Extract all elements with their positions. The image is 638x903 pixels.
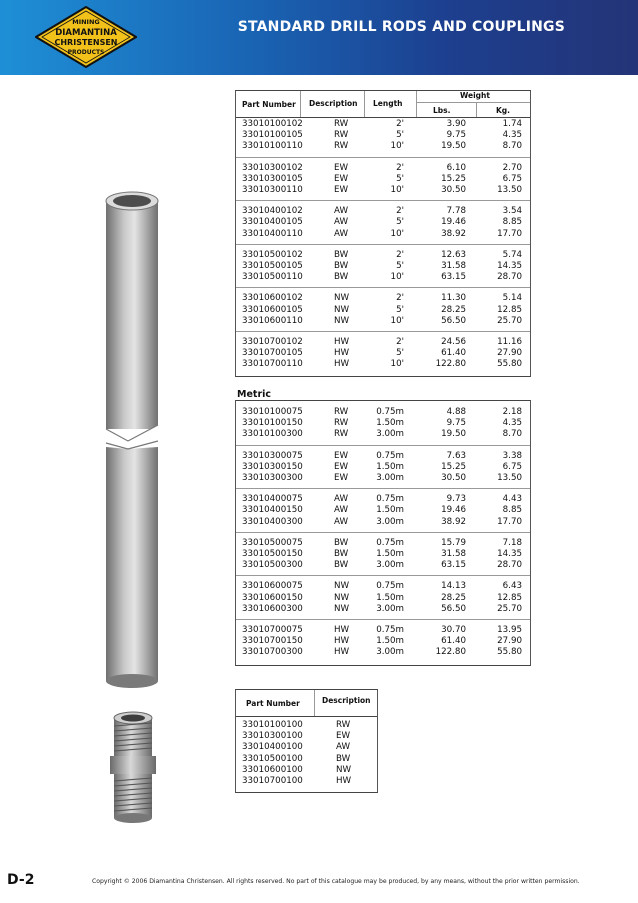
table-row: [236, 473, 530, 484]
description-cell: RW: [334, 407, 349, 417]
header-description: Description: [322, 696, 371, 705]
weight-kg-cell: 5.74: [502, 249, 522, 260]
part-number-cell: 33010600105: [242, 304, 303, 315]
length-cell: 0.75m: [376, 450, 404, 461]
table-row: [236, 742, 377, 753]
logo-text-christensen: CHRISTENSEN: [54, 38, 118, 47]
weight-kg-cell: 27.90: [497, 348, 522, 359]
table-row: [236, 765, 377, 776]
table-row: [236, 720, 377, 731]
length-cell: 5': [396, 261, 404, 271]
weight-kg-cell: 5.14: [502, 293, 522, 304]
description-cell: AW: [334, 494, 349, 505]
description-cell: BW: [334, 560, 349, 571]
table-row: [236, 305, 530, 316]
table-row: [236, 581, 530, 592]
part-number-cell: 33010700150: [242, 636, 303, 647]
part-number-cell: 33010600300: [242, 603, 303, 614]
length-cell: 0.75m: [376, 581, 404, 592]
group-separator: [236, 200, 530, 201]
length-cell: 1.50m: [376, 549, 404, 559]
weight-lbs-cell: 61.40: [441, 636, 466, 647]
length-cell: 2': [396, 119, 404, 129]
weight-lbs-cell: 28.25: [441, 304, 466, 315]
table-row: [236, 731, 377, 742]
description-cell: EW: [334, 173, 349, 184]
part-number-cell: 33010300100: [242, 731, 303, 742]
description-cell: NW: [334, 293, 350, 304]
length-cell: 10': [390, 141, 404, 152]
length-cell: 2': [396, 337, 404, 347]
header-kg: Kg.: [496, 106, 511, 115]
part-number-cell: 33010300300: [242, 473, 303, 483]
copyright-notice: Copyright © 2006 Diamantina Christensen. All rights reserved. No part of this catalogue may be produced, by any means, without the prior written permission.: [92, 878, 580, 885]
weight-lbs-cell: 38.92: [441, 516, 466, 527]
length-cell: 3.00m: [376, 516, 404, 527]
table-row: [236, 560, 530, 571]
weight-kg-cell: 1.74: [502, 119, 522, 129]
description-cell: BW: [334, 272, 349, 283]
part-number-cell: 33010300105: [242, 173, 303, 184]
weight-lbs-cell: 31.58: [441, 261, 466, 271]
table-row: [236, 647, 530, 658]
table-row: [236, 451, 530, 462]
length-cell: 10': [390, 272, 404, 283]
length-cell: 5': [396, 217, 404, 228]
weight-lbs-cell: 56.50: [441, 315, 466, 326]
table-row: [236, 119, 530, 130]
length-cell: 0.75m: [376, 537, 404, 548]
part-number-cell: 33010300075: [242, 450, 303, 461]
weight-lbs-cell: 7.78: [446, 206, 466, 217]
coupling-illustration: [100, 706, 166, 826]
weight-lbs-cell: 31.58: [441, 549, 466, 559]
weight-lbs-cell: 19.50: [441, 429, 466, 440]
weight-kg-cell: 11.16: [497, 337, 522, 347]
part-number-cell: 33010700102: [242, 337, 303, 347]
page-title: STANDARD DRILL RODS AND COUPLINGS: [237, 19, 565, 35]
table-row: [236, 754, 377, 765]
length-cell: 0.75m: [376, 625, 404, 635]
description-cell: NW: [334, 603, 350, 614]
description-cell: RW: [334, 119, 349, 129]
weight-lbs-cell: 9.73: [446, 494, 466, 505]
group-separator: [236, 331, 530, 332]
header-length: Length: [373, 99, 403, 108]
table-row: [236, 217, 530, 228]
length-cell: 10': [390, 359, 404, 370]
couplings-table: [235, 689, 378, 793]
weight-kg-cell: 28.70: [497, 272, 522, 283]
table-row: [236, 130, 530, 141]
description-cell: RW: [334, 418, 349, 429]
weight-lbs-cell: 3.90: [446, 119, 466, 129]
description-cell: RW: [334, 141, 349, 152]
weight-lbs-cell: 30.50: [441, 473, 466, 483]
length-cell: 5': [396, 304, 404, 315]
weight-kg-cell: 6.75: [502, 173, 522, 184]
weight-lbs-cell: 7.63: [446, 450, 466, 461]
description-cell: BW: [334, 261, 349, 271]
weight-kg-cell: 6.43: [502, 581, 522, 592]
length-cell: 1.50m: [376, 418, 404, 429]
weight-kg-cell: 7.18: [502, 537, 522, 548]
page-number: D-2: [7, 872, 35, 888]
length-cell: 1.50m: [376, 461, 404, 472]
description-cell: AW: [334, 206, 349, 217]
header-part-number: Part Number: [246, 699, 300, 708]
weight-lbs-cell: 122.80: [435, 647, 466, 658]
part-number-cell: 33010500100: [242, 753, 303, 764]
description-cell: RW: [334, 130, 349, 141]
part-number-cell: 33010600075: [242, 581, 303, 592]
part-number-cell: 33010300150: [242, 461, 303, 472]
part-number-cell: 33010600102: [242, 293, 303, 304]
table-row: [236, 185, 530, 196]
weight-lbs-cell: 4.88: [446, 407, 466, 417]
part-number-cell: 33010700105: [242, 348, 303, 359]
description-cell: AW: [334, 228, 349, 239]
part-number-cell: 33010500102: [242, 249, 303, 260]
part-number-cell: 33010500075: [242, 537, 303, 548]
table-row: [236, 549, 530, 560]
table-row: [236, 776, 377, 787]
drill-rod-illustration: [92, 185, 172, 690]
length-cell: 0.75m: [376, 407, 404, 417]
part-number-cell: 33010600110: [242, 315, 303, 326]
description-cell: HW: [334, 625, 350, 635]
page-header: [0, 0, 638, 75]
table-row: [236, 359, 530, 370]
weight-kg-cell: 28.70: [497, 560, 522, 571]
description-cell: BW: [334, 537, 349, 548]
part-number-cell: 33010400075: [242, 494, 303, 505]
table-row: [236, 505, 530, 516]
table-row: [236, 517, 530, 528]
description-cell: NW: [334, 315, 350, 326]
part-number-cell: 33010100075: [242, 407, 303, 417]
part-number-cell: 33010400110: [242, 228, 303, 239]
table-row: [236, 337, 530, 348]
part-number-cell: 33010400100: [242, 742, 303, 753]
table-row: [236, 272, 530, 283]
part-number-cell: 33010100102: [242, 119, 303, 129]
group-separator: [236, 157, 530, 158]
weight-lbs-cell: 56.50: [441, 603, 466, 614]
table-row: [236, 593, 530, 604]
description-cell: HW: [334, 337, 350, 347]
weight-kg-cell: 12.85: [497, 304, 522, 315]
length-cell: 0.75m: [376, 494, 404, 505]
weight-lbs-cell: 9.75: [446, 130, 466, 141]
weight-kg-cell: 27.90: [497, 636, 522, 647]
description-cell: AW: [336, 742, 351, 753]
part-number-cell: 33010500110: [242, 272, 303, 283]
weight-lbs-cell: 19.46: [441, 505, 466, 516]
table-row: [236, 538, 530, 549]
length-cell: 2': [396, 162, 404, 173]
table-row: [236, 462, 530, 473]
length-cell: 5': [396, 173, 404, 184]
weight-lbs-cell: 12.63: [441, 249, 466, 260]
weight-lbs-cell: 15.25: [441, 461, 466, 472]
weight-lbs-cell: 63.15: [441, 560, 466, 571]
table-row: [236, 418, 530, 429]
header-description: Description: [309, 99, 358, 108]
logo-text-diamantina: DIAMANTINA: [55, 28, 117, 38]
description-cell: AW: [334, 505, 349, 516]
part-number-cell: 33010400102: [242, 206, 303, 217]
weight-kg-cell: 2.18: [502, 407, 522, 417]
part-number-cell: 33010700300: [242, 647, 303, 658]
description-cell: BW: [334, 249, 349, 260]
table-row: [236, 625, 530, 636]
description-cell: AW: [334, 516, 349, 527]
table-row: [236, 163, 530, 174]
part-number-cell: 33010600150: [242, 592, 303, 603]
description-cell: HW: [334, 636, 350, 647]
table-row: [236, 250, 530, 261]
part-number-cell: 33010400150: [242, 505, 303, 516]
length-cell: 10': [390, 315, 404, 326]
weight-kg-cell: 13.50: [497, 473, 522, 483]
part-number-cell: 33010100110: [242, 141, 303, 152]
weight-lbs-cell: 61.40: [441, 348, 466, 359]
weight-kg-cell: 3.54: [502, 206, 522, 217]
group-separator: [236, 445, 530, 446]
weight-kg-cell: 14.35: [497, 549, 522, 559]
company-logo: [35, 6, 137, 68]
length-cell: 3.00m: [376, 560, 404, 571]
group-separator: [236, 619, 530, 620]
weight-kg-cell: 3.38: [502, 450, 522, 461]
part-number-cell: 33010100100: [242, 720, 303, 730]
weight-lbs-cell: 15.25: [441, 173, 466, 184]
weight-lbs-cell: 30.50: [441, 185, 466, 195]
drill-rods-table: [235, 90, 531, 377]
description-cell: HW: [334, 348, 350, 359]
weight-kg-cell: 17.70: [497, 228, 522, 239]
part-number-cell: 33010100150: [242, 418, 303, 429]
description-cell: EW: [336, 731, 351, 742]
length-cell: 2': [396, 206, 404, 217]
part-number-cell: 33010700100: [242, 776, 303, 786]
part-number-cell: 33010500150: [242, 549, 303, 559]
weight-lbs-cell: 63.15: [441, 272, 466, 283]
table-row: [236, 174, 530, 185]
description-cell: EW: [334, 162, 349, 173]
length-cell: 1.50m: [376, 636, 404, 647]
weight-lbs-cell: 30.70: [441, 625, 466, 635]
part-number-cell: 33010100300: [242, 429, 303, 440]
description-cell: EW: [334, 461, 349, 472]
weight-kg-cell: 4.35: [502, 418, 522, 429]
weight-lbs-cell: 122.80: [435, 359, 466, 370]
table-row: [236, 604, 530, 615]
weight-kg-cell: 8.85: [502, 505, 522, 516]
weight-kg-cell: 13.50: [497, 185, 522, 195]
table-row: [236, 348, 530, 359]
metric-rods-table: [235, 400, 531, 666]
weight-kg-cell: 8.85: [502, 217, 522, 228]
weight-lbs-cell: 15.79: [441, 537, 466, 548]
description-cell: BW: [336, 753, 351, 764]
weight-lbs-cell: 19.50: [441, 141, 466, 152]
weight-kg-cell: 6.75: [502, 461, 522, 472]
description-cell: EW: [334, 473, 349, 483]
description-cell: NW: [334, 592, 350, 603]
weight-kg-cell: 25.70: [497, 315, 522, 326]
weight-kg-cell: 13.95: [497, 625, 522, 635]
length-cell: 2': [396, 293, 404, 304]
part-number-cell: 33010700110: [242, 359, 303, 370]
length-cell: 10': [390, 185, 404, 195]
weight-kg-cell: 4.35: [502, 130, 522, 141]
part-number-cell: 33010700075: [242, 625, 303, 635]
weight-kg-cell: 8.70: [502, 141, 522, 152]
header-lbs: Lbs.: [433, 106, 451, 115]
length-cell: 5': [396, 348, 404, 359]
description-cell: NW: [336, 764, 352, 775]
table-row: [236, 141, 530, 152]
length-cell: 1.50m: [376, 592, 404, 603]
table-row: [236, 261, 530, 272]
table-row: [236, 293, 530, 304]
weight-lbs-cell: 19.46: [441, 217, 466, 228]
table-row: [236, 206, 530, 217]
description-cell: HW: [334, 647, 350, 658]
weight-kg-cell: 17.70: [497, 516, 522, 527]
weight-kg-cell: 55.80: [497, 647, 522, 658]
part-number-cell: 33010300102: [242, 162, 303, 173]
description-cell: HW: [334, 359, 350, 370]
part-number-cell: 33010500300: [242, 560, 303, 571]
weight-lbs-cell: 14.13: [441, 581, 466, 592]
description-cell: EW: [334, 450, 349, 461]
weight-lbs-cell: 38.92: [441, 228, 466, 239]
table-row: [236, 429, 530, 440]
length-cell: 3.00m: [376, 473, 404, 483]
table-row: [236, 407, 530, 418]
weight-kg-cell: 14.35: [497, 261, 522, 271]
part-number-cell: 33010500105: [242, 261, 303, 271]
group-separator: [236, 244, 530, 245]
weight-kg-cell: 4.43: [502, 494, 522, 505]
part-number-cell: 33010400105: [242, 217, 303, 228]
weight-kg-cell: 25.70: [497, 603, 522, 614]
group-separator: [236, 488, 530, 489]
weight-lbs-cell: 11.30: [441, 293, 466, 304]
length-cell: 3.00m: [376, 647, 404, 658]
length-cell: 5': [396, 130, 404, 141]
length-cell: 10': [390, 228, 404, 239]
weight-lbs-cell: 28.25: [441, 592, 466, 603]
description-cell: AW: [334, 217, 349, 228]
table-row: [236, 316, 530, 327]
description-cell: HW: [336, 776, 352, 786]
logo-text-mining: MINING: [72, 18, 100, 26]
description-cell: EW: [334, 185, 349, 195]
description-cell: RW: [336, 720, 351, 730]
group-separator: [236, 287, 530, 288]
length-cell: 2': [396, 249, 404, 260]
weight-kg-cell: 55.80: [497, 359, 522, 370]
table-row: [236, 494, 530, 505]
part-number-cell: 33010400300: [242, 516, 303, 527]
length-cell: 1.50m: [376, 505, 404, 516]
table-header: [236, 690, 377, 716]
weight-lbs-cell: 6.10: [446, 162, 466, 173]
part-number-cell: 33010100105: [242, 130, 303, 141]
weight-kg-cell: 8.70: [502, 429, 522, 440]
weight-lbs-cell: 24.56: [441, 337, 466, 347]
description-cell: BW: [334, 549, 349, 559]
group-separator: [236, 575, 530, 576]
group-separator: [236, 532, 530, 533]
header-part-number: Part Number: [242, 100, 296, 109]
metric-label: Metric: [237, 389, 272, 400]
length-cell: 3.00m: [376, 429, 404, 440]
part-number-cell: 33010600100: [242, 764, 303, 775]
part-number-cell: 33010300110: [242, 185, 303, 195]
header-weight: Weight: [460, 91, 490, 100]
table-row: [236, 636, 530, 647]
weight-kg-cell: 2.70: [502, 162, 522, 173]
length-cell: 3.00m: [376, 603, 404, 614]
logo-text-products: PRODUCTS: [67, 49, 105, 56]
table-header: [236, 91, 530, 117]
description-cell: NW: [334, 581, 350, 592]
table-row: [236, 229, 530, 240]
weight-kg-cell: 12.85: [497, 592, 522, 603]
weight-lbs-cell: 9.75: [446, 418, 466, 429]
description-cell: RW: [334, 429, 349, 440]
description-cell: NW: [334, 304, 350, 315]
